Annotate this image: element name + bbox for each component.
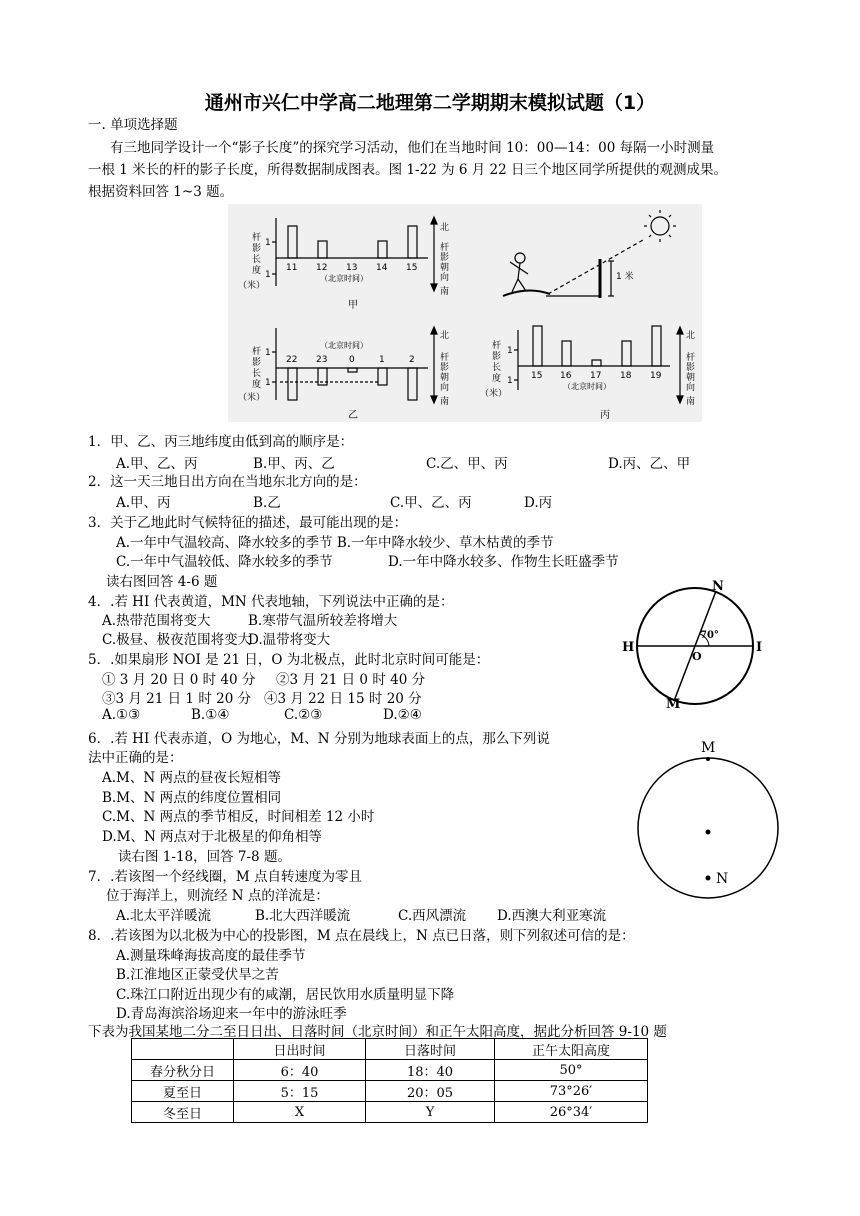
bing-dir: 向 [686,383,696,393]
yi-ylabel-2: 影 [252,358,262,368]
q7-option-a: A.北太平洋暖流 [116,908,212,924]
bing-ylabel-4: 度 [492,374,502,384]
yi-ylabel-4: 度 [252,380,262,390]
bing-north: 北 [686,331,696,341]
bing-hour: 18 [620,371,632,381]
section-heading: 一. 单项选择题 [88,117,178,133]
intro-line-3: 根据资料回答 1~3 题。 [88,184,234,200]
jia-hour: 12 [316,263,328,273]
bing-south: 南 [686,397,696,407]
q4-option-c: C.极昼、极夜范围将变大 [102,632,252,648]
jia-ylabel-4: 度 [252,266,262,276]
yi-hour: 22 [286,355,298,365]
jia-dir: 杆 [440,243,450,253]
yi-ylabel-3: 长 [252,369,262,379]
jia-hour: 13 [346,263,358,273]
jia-ylabel-1: 杆 [252,233,262,243]
table-header: 正午太阳高度 [495,1039,648,1060]
angle-label: 70° [700,630,719,641]
q8-stem: 8．.若该图为以北极为中心的投影图，M 点在晨线上，N 点已日落，则下列叙述可信的是： [88,928,635,944]
label-o: O [692,650,702,663]
bing-yunit: （米） [480,389,508,399]
table-cell: X [234,1102,366,1123]
bing-hour: 15 [531,371,543,381]
yi-hour: 0 [349,355,355,365]
yi-dir: 向 [440,383,450,393]
q5-option-c: C.②③ [284,707,323,723]
q8-option-d: D.青岛海滨浴场迎来一年中的游泳旺季 [116,1006,347,1022]
label-i: I [756,640,763,655]
q3-option-c: C.一年中气温较低、降水较多的季节 [116,554,333,570]
label-m: M [666,697,681,708]
table-row [132,1060,648,1081]
ecliptic-axis-diagram [620,578,780,708]
label-h: H [622,640,635,655]
shadow-figure-svg [228,204,702,422]
table-cell: Y [366,1102,495,1123]
label-m: M [701,740,716,756]
q3-options-ab: A.一年中气温较高、降水较多的季节 B.一年中降水较少、草木枯黄的季节 [116,535,554,551]
sunrise-sunset-table [131,1038,648,1123]
jia-ylabel-3: 长 [252,255,262,265]
q5-choice-2: ②3 月 21 日 0 时 40 分 [276,672,426,688]
table-row [132,1081,648,1102]
yi-name: 乙 [348,410,358,421]
q6-stem-2: 法中正确的是： [88,750,183,766]
q7-option-c: C.西风漂流 [398,908,467,924]
read-7-8: 读右图 1-18，回答 7-8 题。 [118,849,291,865]
bing-dir: 朝 [686,373,696,383]
q5-choice-1: ① 3 月 20 日 0 时 40 分 [102,672,256,688]
yi-hour: 1 [379,355,385,365]
bing-time-label: （北京时间） [563,382,611,391]
table-cell: 冬至日 [132,1102,234,1123]
jia-tick-top: 1 [265,238,271,248]
intro-line-1: 有三地同学设计一个“影子长度”的探究学习活动，他们在当地时间 10：00—14：00 每隔一小时测量 [110,140,715,156]
yi-south: 南 [440,397,450,407]
jia-south: 南 [440,287,450,297]
table-cell: 50° [495,1060,648,1081]
q6-option-c: C.M、N 两点的季节相反，时间相差 12 小时 [102,809,375,825]
yi-tick-top: 1 [265,348,271,358]
table-cell: 73°26′ [495,1081,648,1102]
q2-option-d: D.丙 [524,495,553,511]
table-cell: 20：05 [366,1081,495,1102]
yi-hour: 23 [316,355,328,365]
jia-ylabel-2: 影 [252,244,262,254]
q5-option-a: A.①③ [102,707,141,723]
table-header-row [132,1039,648,1060]
q6-option-a: A.M、N 两点的昼夜长短相等 [102,770,281,786]
q2-option-a: A.甲、丙 [116,495,171,511]
table-cell: 5：15 [234,1081,366,1102]
table-row [132,1102,648,1123]
jia-dir: 向 [440,273,450,283]
q4-stem: 4．.若 HI 代表黄道，MN 代表地轴，下列说法中正确的是： [88,594,454,610]
q4-option-d: D.温带将变大 [248,632,331,648]
bing-name: 丙 [600,410,610,421]
bing-ylabel-2: 影 [492,352,502,362]
q2-option-c: C.甲、乙、丙 [390,495,472,511]
yi-dir: 朝 [440,373,450,383]
q1-stem: 1．甲、乙、丙三地纬度由低到高的顺序是： [88,434,354,450]
label-n: N [716,871,729,887]
yi-yunit: （米） [238,393,266,403]
q5-option-d: D.②④ [383,707,422,723]
q1-option-a: A.甲、乙、丙 [116,456,198,472]
q6-option-b: B.M、N 两点的纬度位置相同 [102,790,282,806]
q7-option-d: D.西澳大利亚寒流 [497,908,607,924]
bing-tick-bottom: 1 [507,376,513,386]
jia-hour: 11 [286,263,298,273]
q6-stem-1: 6．.若 HI 代表赤道，O 为地心，M、N 分别为地球表面上的点，那么下列说 [88,731,550,747]
table-header [132,1039,234,1060]
table-cell: 6：40 [234,1060,366,1081]
q8-option-a: A.测量珠峰海拔高度的最佳季节 [116,948,306,964]
q1-option-b: B.甲、丙、乙 [253,456,335,472]
label-n: N [712,579,724,594]
yi-hour: 2 [409,355,415,365]
table-header: 日落时间 [366,1039,495,1060]
q7-option-b: B.北大西洋暖流 [255,908,351,924]
bing-hour: 16 [560,371,572,381]
table-cell: 18：40 [366,1060,495,1081]
q8-option-c: C.珠江口附近出现少有的咸潮，居民饮用水质量明显下降 [116,987,455,1003]
table-cell: 春分秋分日 [132,1060,234,1081]
shadow-length-figure [228,204,702,422]
bing-tick-top: 1 [507,346,513,356]
jia-dir: 朝 [440,263,450,273]
bing-dir: 影 [686,363,696,373]
table-cell: 26°34′ [495,1102,648,1123]
jia-dir: 影 [440,253,450,263]
jia-name: 甲 [348,300,358,311]
q1-option-d: D.丙、乙、甲 [608,456,691,472]
q3-option-d: D.一年中降水较多、作物生长旺盛季节 [388,554,619,570]
intro-line-2: 一根 1 米长的杆的影子长度，所得数据制成图表。图 1-22 为 6 月 22 日三个地区同学所提供的观测成果。 [88,162,728,178]
q2-option-b: B.乙 [253,495,281,511]
meridian-circle-diagram [632,738,784,904]
q4-option-a: A.热带范围将变大 [102,613,211,629]
yi-dir: 杆 [440,353,450,363]
q6-option-d: D.M、N 两点对于北极星的仰角相等 [102,829,323,845]
q5-choice-3: ③3 月 21 日 1 时 20 分 [102,691,252,707]
table-header: 日出时间 [234,1039,366,1060]
q1-option-c: C.乙、甲、丙 [426,456,508,472]
q5-choice-4: ④3 月 22 日 15 时 20 分 [264,691,422,707]
jia-north: 北 [440,223,450,233]
jia-hour: 15 [406,263,418,273]
table-intro: 下表为我国某地二分二至日日出、日落时间（北京时间）和正午太阳高度，据此分析回答 9-10 题 [88,1024,667,1040]
yi-tick-bottom: 1 [265,378,271,388]
yi-ylabel-1: 杆 [252,347,262,357]
jia-tick-bottom: 1 [265,270,271,280]
q5-stem: 5．.如果扇形 NOI 是 21 日，O 为北极点，此时北京时间可能是： [88,652,490,668]
bing-dir: 杆 [686,353,696,363]
q8-option-b: B.江淮地区正蒙受伏旱之苦 [116,967,279,983]
table-cell: 夏至日 [132,1081,234,1102]
bing-hour: 17 [590,371,602,381]
q4-option-b: B.寒带气温所较差将增大 [248,613,398,629]
q2-stem: 2．这一天三地日出方向在当地东北方向的是： [88,474,367,490]
yi-dir: 影 [440,363,450,373]
meter-label: 1 米 [616,272,634,282]
q5-option-b: B.①④ [191,707,230,723]
bing-hour: 19 [650,371,662,381]
jia-yunit: （米） [238,281,266,291]
jia-hour: 14 [376,263,388,273]
yi-time-label: （北京时间） [320,341,368,350]
q7-stem-1: 7．.若该图一个经线圈，M 点自转速度为零且 [88,869,362,885]
read-4-6: 读右图回答 4-6 题 [106,574,218,590]
yi-north: 北 [440,331,450,341]
q7-stem-2: 位于海洋上，则流经 N 点的洋流是： [106,888,329,904]
q3-stem: 3．关于乙地此时气候特征的描述，最可能出现的是： [88,515,408,531]
jia-time-label: （北京时间） [320,274,368,283]
bing-ylabel-1: 杆 [492,341,502,351]
page-title: 通州市兴仁中学高二地理第二学期期末模拟试题（1） [204,92,656,114]
bing-ylabel-3: 长 [492,363,502,373]
